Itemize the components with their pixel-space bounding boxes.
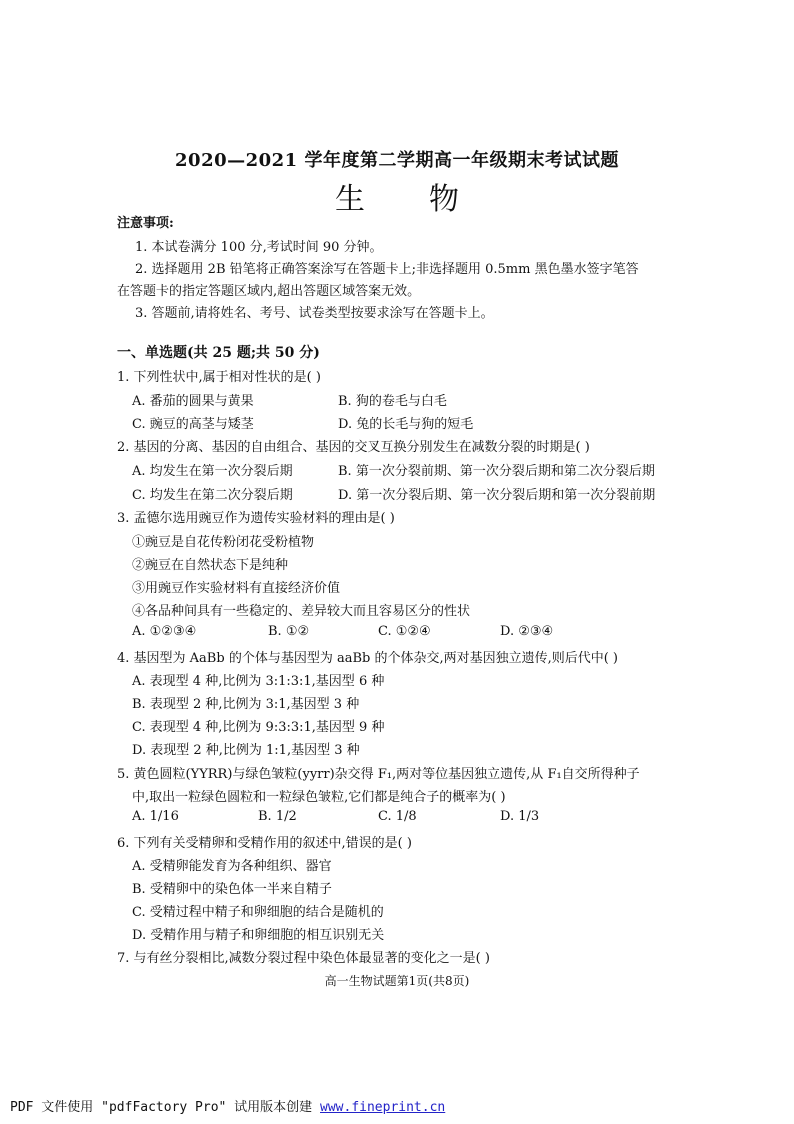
exam-title: 2020—2021 学年度第二学期高一年级期末考试试题 xyxy=(175,150,619,171)
option: B. 受精卵中的染色体一半来自精子 xyxy=(132,882,332,897)
notice-item: 1. 本试卷满分 100 分,考试时间 90 分钟。 xyxy=(135,240,383,255)
pdf-watermark-bar xyxy=(10,1096,445,1115)
option: C. 表现型 4 种,比例为 9:3:3:1,基因型 9 种 xyxy=(132,720,385,735)
option: A. 1/16 xyxy=(132,809,179,824)
question-stem: 3. 孟德尔选用豌豆作为遗传实验材料的理由是( ) xyxy=(117,511,395,526)
option: D. 1/3 xyxy=(500,809,540,824)
option: B. 表现型 2 种,比例为 3:1,基因型 3 种 xyxy=(132,697,360,712)
statement-line: ③用豌豆作实验材料有直接经济价值 xyxy=(132,581,341,596)
notice-item: 2. 选择题用 2B 铅笔将正确答案涂写在答题卡上;非选择题用 0.5mm 黑色墨水签字笔答 xyxy=(135,262,639,277)
option: A. 受精卵能发育为各种组织、器官 xyxy=(132,859,332,874)
question-stem: 4. 基因型为 AaBb 的个体与基因型为 aaBb 的个体杂交,两对基因独立遗传,则后代中( ) xyxy=(117,651,618,666)
option: C. 均发生在第二次分裂后期 xyxy=(132,488,293,503)
statement-line: ①豌豆是自花传粉闭花受粉植物 xyxy=(132,535,315,550)
notice-item: 在答题卡的指定答题区域内,超出答题区域答案无效。 xyxy=(117,284,421,299)
question-stem: 2. 基因的分离、基因的自由组合、基因的交叉互换分别发生在减数分裂的时期是( ) xyxy=(117,440,590,455)
question-stem: 5. 黄色圆粒(YYRR)与绿色皱粒(yyrr)杂交得 F₁,两对等位基因独立遗传,从 F₁自交所得种子 xyxy=(117,767,640,782)
option: B. 狗的卷毛与白毛 xyxy=(338,394,447,409)
fineprint-link[interactable]: www.fineprint.cn xyxy=(320,1100,446,1115)
question-stem: 6. 下列有关受精卵和受精作用的叙述中,错误的是( ) xyxy=(117,836,412,851)
option: D. 第一次分裂后期、第一次分裂后期和第一次分裂前期 xyxy=(338,488,656,503)
question-stem: 1. 下列性状中,属于相对性状的是( ) xyxy=(117,370,321,385)
statement-line: ②豌豆在自然状态下是纯种 xyxy=(132,558,289,573)
option: D. 兔的长毛与狗的短毛 xyxy=(338,417,474,432)
option: A. ①②③④ xyxy=(132,624,197,639)
notice-item: 3. 答题前,请将姓名、考号、试卷类型按要求涂写在答题卡上。 xyxy=(135,306,494,321)
option: D. 表现型 2 种,比例为 1:1,基因型 3 种 xyxy=(132,743,360,758)
option: B. 1/2 xyxy=(258,809,297,824)
question-stem: 7. 与有丝分裂相比,减数分裂过程中染色体最显著的变化之一是( ) xyxy=(117,951,490,966)
option: C. ①②④ xyxy=(378,624,431,639)
option: D. ②③④ xyxy=(500,624,554,639)
option: A. 均发生在第一次分裂后期 xyxy=(132,464,293,479)
subject-char-1: 生 xyxy=(335,182,365,217)
option: C. 受精过程中精子和卵细胞的结合是随机的 xyxy=(132,905,384,920)
question-stem-continued: 中,取出一粒绿色圆粒和一粒绿色皱粒,它们都是纯合子的概率为( ) xyxy=(132,790,506,805)
section-heading: 一、单选题(共 25 题;共 50 分) xyxy=(117,345,320,361)
option: B. 第一次分裂前期、第一次分裂后期和第二次分裂后期 xyxy=(338,464,655,479)
option: A. 番茄的圆果与黄果 xyxy=(132,394,254,409)
statement-line: ④各品种间具有一些稳定的、差异较大而且容易区分的性状 xyxy=(132,604,471,619)
subject-char-2: 物 xyxy=(429,182,459,217)
notice-heading: 注意事项: xyxy=(117,216,174,231)
option: C. 豌豆的高茎与矮茎 xyxy=(132,417,254,432)
option: C. 1/8 xyxy=(378,809,417,824)
pdf-watermark-text: PDF 文件使用 "pdfFactory Pro" 试用版本创建 xyxy=(10,1100,321,1115)
option: B. ①② xyxy=(268,624,310,639)
option: A. 表现型 4 种,比例为 3:1:3:1,基因型 6 种 xyxy=(132,674,385,689)
page-footer: 高一生物试题第1页(共8页) xyxy=(324,974,470,988)
option: D. 受精作用与精子和卵细胞的相互识别无关 xyxy=(132,928,385,943)
